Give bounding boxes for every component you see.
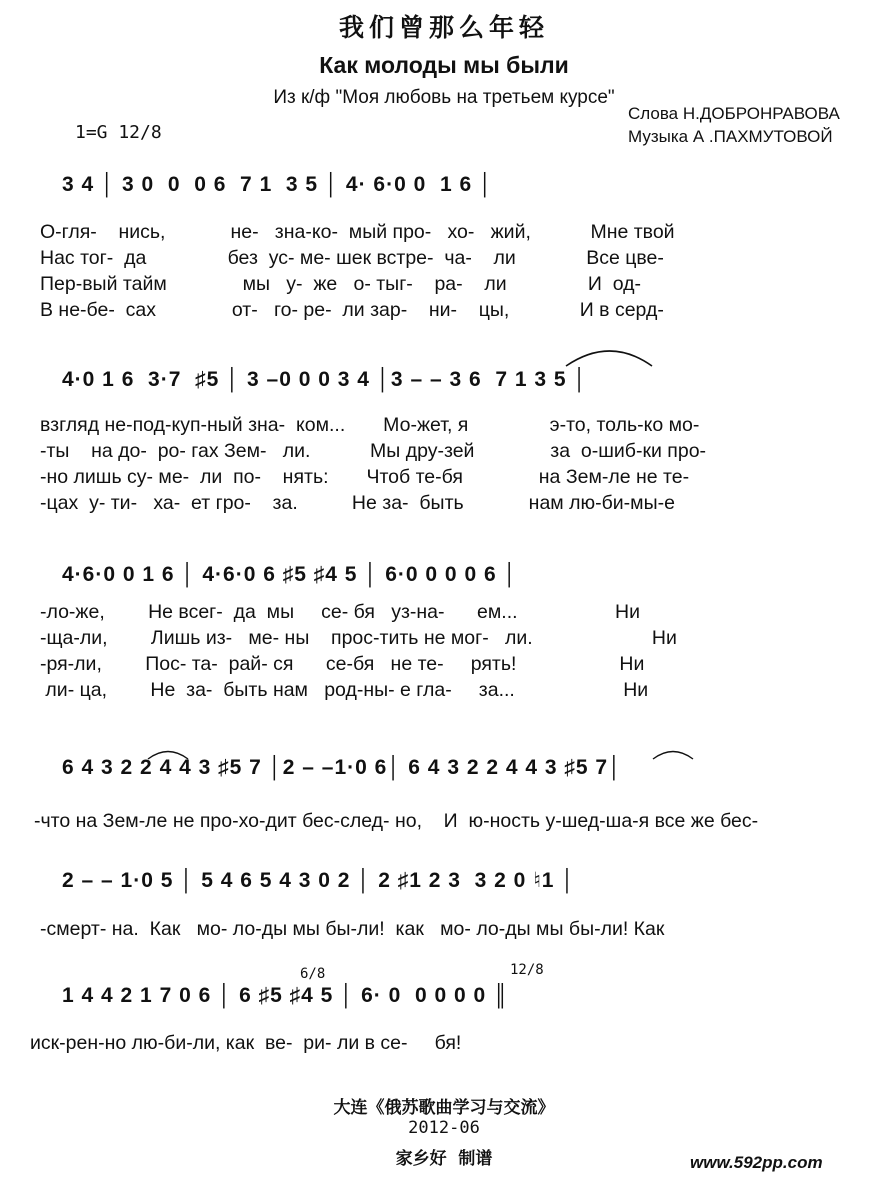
notes-line-2: 4·0 1 6 3·7 ♯5 │ 3 –0 0 0 3 4 │3 – – 3 6 7 1 3 5 │ [62, 368, 588, 391]
composer-credit: Музыка А .ПАХМУТОВОЙ [628, 127, 833, 146]
lyric-line-2-2: -ты на до- ро- гах Зем- ли. Мы дру-зей за о-шиб-ки про- [40, 440, 707, 462]
lyric-line-4-1: -что на Зем-ле не про-хо-дит бес-след- но, И ю-ность у-шед-ша-я все же бес- [34, 810, 759, 832]
tie-arc-system-4b [653, 752, 693, 760]
key-signature: 1=G 12/8 [75, 122, 162, 143]
lyric-line-1-4: В не-бе- сах от- го- ре- ли зар- ни- цы, И в серд- [40, 299, 664, 321]
lyric-line-2-4: -цах у- ти- ха- ет гро- за. Не за- быть нам лю-би-мы-е [40, 492, 675, 514]
footer-source: 大连《俄苏歌曲学习与交流》 [333, 1098, 555, 1118]
footer-arranger: 家乡好 制谱 [395, 1149, 493, 1169]
lyric-line-2-1: взгляд не-под-куп-ный зна- ком... Мо-жет, я э-то, толь-ко мо- [40, 414, 700, 436]
lyricist-credit: Слова Н.ДОБРОНРАВОВА [628, 104, 840, 123]
subtitle: Из к/ф "Моя любовь на третьем курсе" [273, 87, 615, 108]
lyric-line-1-1: О-гля- нись, не- зна-ко- мый про- хо- жий, Мне твой [40, 221, 675, 243]
notes-line-3: 4·6·0 0 1 6 │ 4·6·0 6 ♯5 ♯4 5 │ 6·0 0 0 0 6 │ [62, 563, 518, 586]
notes-line-4: 6 4 3 2 2 4 4 3 ♯5 7 │2 – –1·0 6│ 6 4 3 2 2 4 4 3 ♯5 7│ [62, 756, 623, 779]
chinese-title: 我们曾那么年轻 [338, 13, 549, 42]
lyric-line-2-3: -но лишь су- ме- ли по- нять: Чтоб те-бя на Зем-ле не те- [40, 466, 690, 488]
lyric-line-3-2: -ща-ли, Лишь из- ме- ны прос-тить не мог- ли. Ни [40, 627, 677, 649]
lyric-line-3-3: -ря-ли, Пос- та- рай- ся се-бя не те- рять! Ни [40, 653, 645, 675]
russian-title: Как молоды мы были [319, 52, 569, 78]
watermark: www.592pp.com [690, 1153, 823, 1172]
notes-line-6: 1 4 4 2 1 7 0 6 │ 6 ♯5 ♯4 5 │ 6· 0 0 0 0 0 ║ [62, 984, 509, 1007]
meter-change-6-8: 6/8 [300, 966, 326, 982]
notes-line-1: 3 4 │ 3 0 0 0 6 7 1 3 5 │ 4· 6·0 0 1 6 │ [62, 173, 494, 196]
lyric-line-1-2: Нас тог- да без ус- ме- шек встре- ча- ли Все цве- [40, 247, 664, 269]
footer-date: 2012-06 [408, 1118, 480, 1138]
lyric-line-1-3: Пер-вый тайм мы у- же о- тыг- ра- ли И од- [40, 273, 641, 295]
meter-change-12-8: 12/8 [510, 962, 544, 978]
lyric-line-6-1: иск-рен-но лю-би-ли, как ве- ри- ли в се- бя! [30, 1032, 462, 1054]
lyric-line-5-1: -смерт- на. Как мо- ло-ды мы бы-ли! как мо- ло-ды мы бы-ли! Как [40, 918, 665, 940]
tie-arc-system-2 [566, 351, 652, 366]
lyric-line-3-4: ли- ца, Не за- быть нам род-ны- е гла- за... Ни [40, 679, 649, 701]
lyric-line-3-1: -ло-же, Не всег- да мы се- бя уз-на- ем... Ни [40, 601, 641, 623]
notes-line-5: 2 – – 1·0 5 │ 5 4 6 5 4 3 0 2 │ 2 ♯1 2 3 3 2 0 ♮1 │ [62, 869, 576, 892]
